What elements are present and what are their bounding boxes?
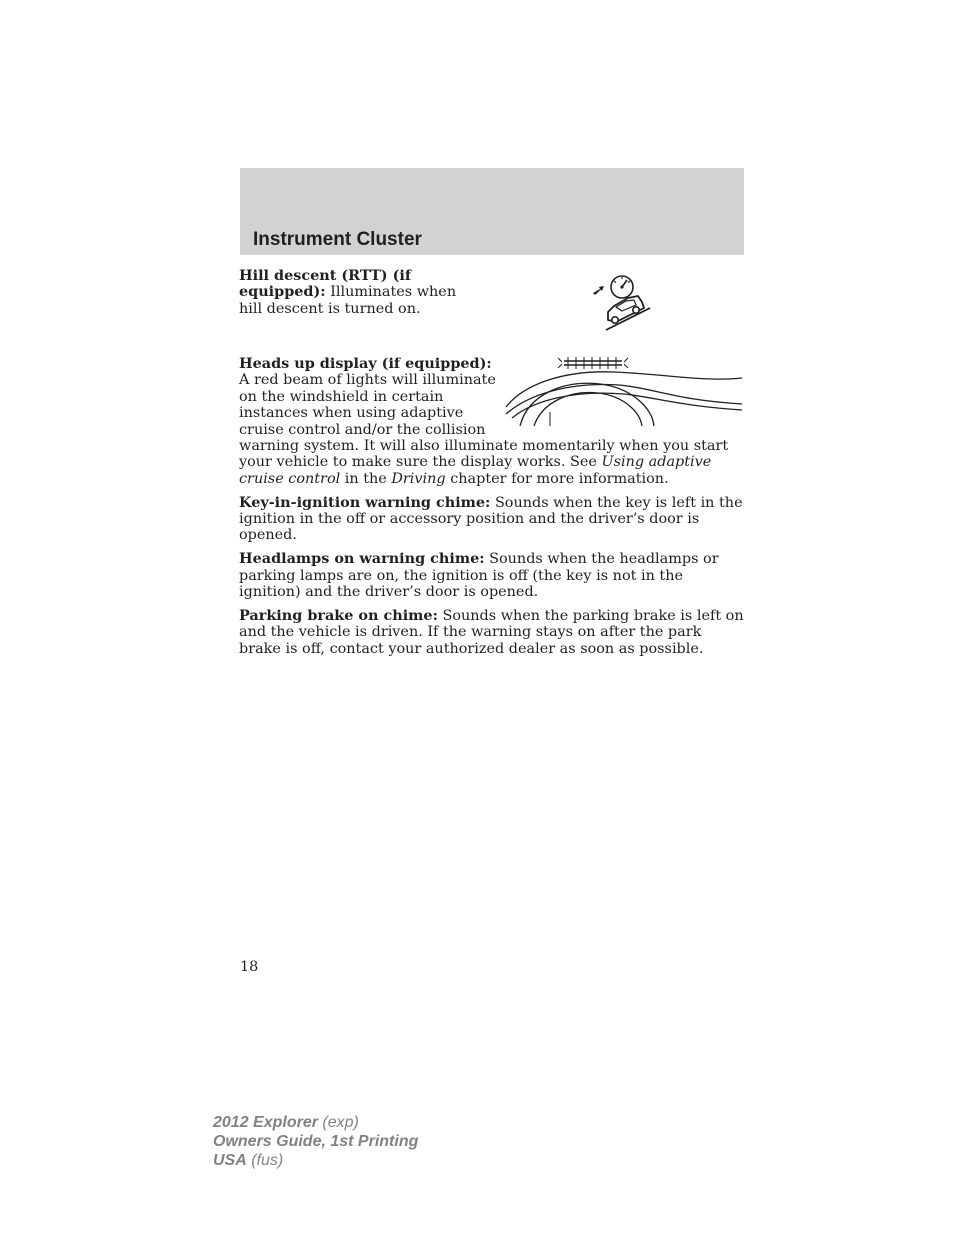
- footer-market-code: (fus): [246, 1152, 284, 1169]
- footer-market: USA: [213, 1152, 247, 1169]
- page-number: 18: [240, 959, 259, 975]
- heads-up-display-text-3: chapter for more information.: [445, 470, 669, 487]
- section-header-band: [240, 168, 744, 255]
- footer-model: 2012 Explorer: [213, 1114, 318, 1131]
- headlamps-on-paragraph: [239, 551, 744, 600]
- key-in-ignition-text: Sounds when the key is left in the ignition in the off or accessory position and the driver’s door is opened.: [239, 494, 743, 544]
- heads-up-display-icon: [504, 352, 744, 427]
- hill-descent-term: Hill descent (RTT) (if equipped):: [239, 267, 412, 301]
- parking-brake-paragraph: [239, 608, 744, 657]
- hill-descent-icon: [588, 270, 656, 332]
- parking-brake-term: Parking brake on chime:: [239, 606, 438, 624]
- key-in-ignition-paragraph: [239, 495, 744, 544]
- key-in-ignition-term: Key-in-ignition warning chime:: [239, 493, 491, 511]
- footer-line-3: [213, 1151, 418, 1170]
- page-content: [239, 268, 744, 664]
- driving-chapter-reference: Driving: [391, 470, 446, 487]
- parking-brake-text: Sounds when the parking brake is left on and the vehicle is driven. If the warning stays on after the park brake is off, contact your authorized dealer as soon as possible.: [239, 607, 744, 657]
- adaptive-cruise-reference: Using adaptive cruise control: [239, 454, 712, 487]
- document-footer: [213, 1113, 418, 1170]
- heads-up-display-text-2: in the: [340, 470, 392, 487]
- hill-descent-text: Illuminates when hill descent is turned on.: [239, 284, 457, 317]
- hill-descent-paragraph: [239, 268, 479, 317]
- footer-line-2: Owners Guide, 1st Printing: [213, 1133, 419, 1150]
- footer-model-code: (exp): [317, 1114, 359, 1131]
- headlamps-on-text: Sounds when the headlamps or parking lamps are on, the ignition is off (the key is not in the ignition) and the driver’s door is opened.: [239, 551, 719, 601]
- footer-line-1: [213, 1113, 418, 1132]
- section-title: Instrument Cluster: [253, 229, 422, 250]
- heads-up-display-text-1: A red beam of lights will illuminate on the windshield in certain instances when using adaptive cruise control and/or the collision warning system. It will also illuminate momentarily when you start your vehicle to make sure the display works. See: [239, 372, 729, 471]
- heads-up-display-term: Heads up display (if equipped):: [239, 355, 492, 372]
- headlamps-on-term: Headlamps on warning chime:: [239, 550, 485, 568]
